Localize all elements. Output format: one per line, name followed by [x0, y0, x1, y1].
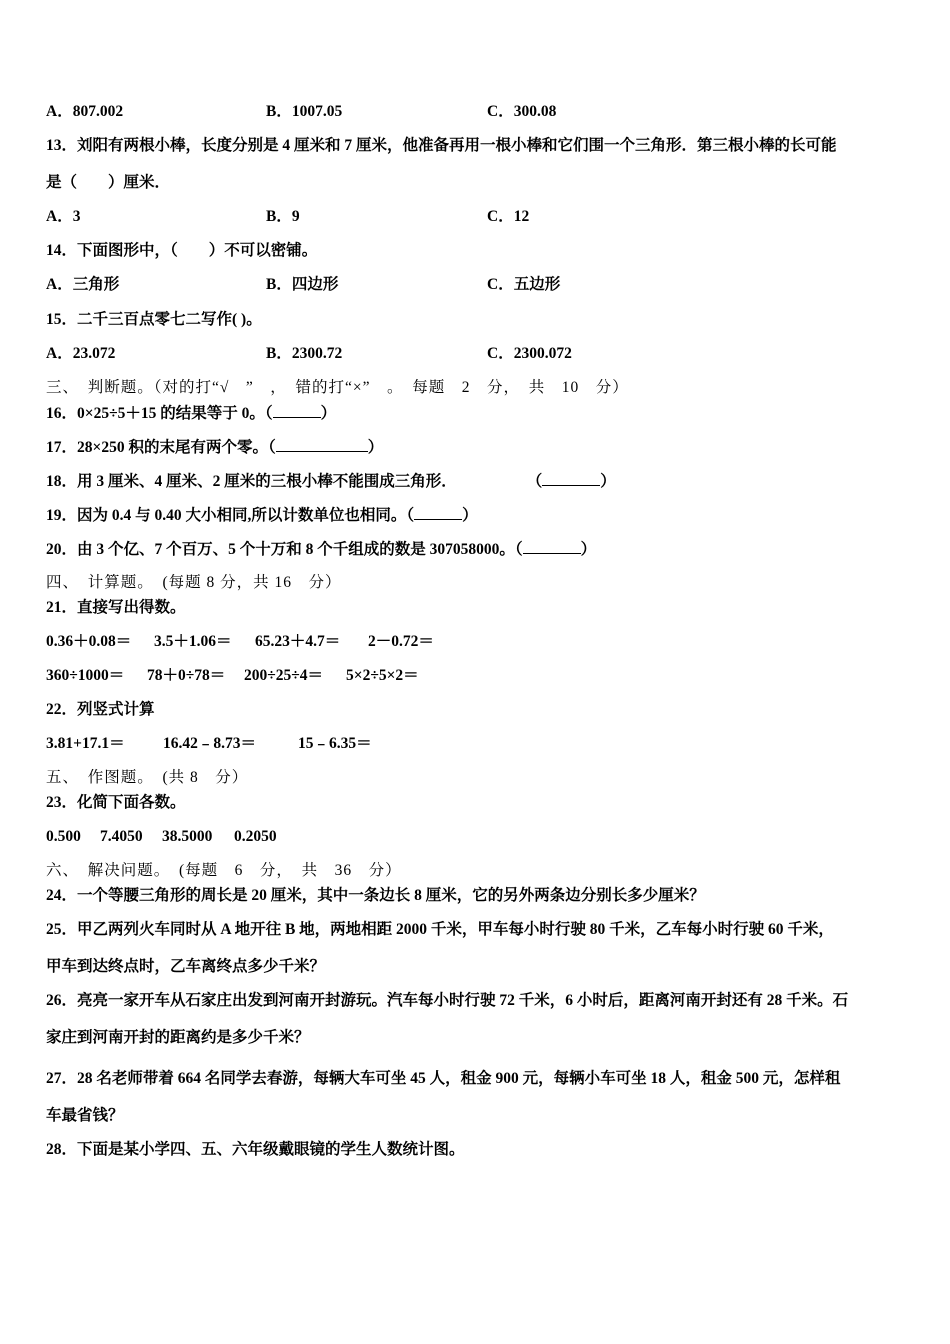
q17-answer-blank[interactable] — [276, 437, 368, 452]
q25-text-line1: 25．甲乙两列火车同时从 A 地开往 B 地，两地相距 2000 千米，甲车每小时行驶 80 千米，乙车每小时行驶 60 千米， — [46, 921, 834, 938]
q16-line — [46, 403, 336, 424]
q24-text: 24．一个等腰三角形的周长是 20 厘米，其中一条边长 8 厘米，它的另外两条边分别长多少厘米？ — [46, 887, 705, 904]
q21-item: 5×2÷5×2＝ — [346, 667, 419, 684]
q17-text: 17．28×250 积的末尾有两个零。（ — [46, 439, 276, 456]
q19-answer-blank[interactable] — [414, 505, 462, 520]
q19-text: 19．因为 0.4 与 0.40 大小相同,所以计数单位也相同。（ — [46, 507, 415, 524]
q15-option-c: C．2300.072 — [487, 345, 572, 362]
q26-text-line2: 家庄到河南开封的距离约是多少千米？ — [46, 1029, 310, 1046]
q15-option-a: A．23.072 — [46, 345, 116, 362]
q12-option-c: C．300.08 — [487, 103, 557, 120]
q22-item: 16.42﹣8.73＝ — [163, 735, 257, 752]
q15-option-b: B．2300.72 — [266, 345, 343, 362]
q21-item: 2－0.72＝ — [368, 633, 434, 650]
q21-item: 200÷25÷4＝ — [244, 667, 324, 684]
q22-item: 3.81+17.1＝ — [46, 735, 125, 752]
section-4-heading: 四、 计算题。 (每题 8 分，共 16 分） — [46, 574, 342, 591]
q18-text: 18．用 3 厘米、4 厘米、2 厘米的三根小棒不能围成三角形． — [46, 473, 457, 490]
q16-close-paren: ） — [320, 405, 337, 422]
q13-option-c: C．12 — [487, 208, 530, 225]
q14-option-c: C．五边形 — [487, 276, 561, 293]
q21-item: 360÷1000＝ — [46, 667, 125, 684]
q12-option-a: A．807.002 — [46, 103, 124, 120]
q18-open-paren: （ — [526, 473, 543, 490]
q20-line — [46, 539, 596, 560]
q13-option-b: B．9 — [266, 208, 300, 225]
q16-text: 16．0×25÷5＋15 的结果等于 0。（ — [46, 405, 273, 422]
q21-item: 0.36＋0.08＝ — [46, 633, 132, 650]
q18-line — [46, 471, 616, 492]
q14-option-b: B．四边形 — [266, 276, 339, 293]
q18-close-paren: ） — [600, 473, 616, 490]
q17-line — [46, 437, 383, 458]
q20-text: 20．由 3 个亿、7 个百万、5 个十万和 8 个千组成的数是 307058000。（ — [46, 541, 523, 558]
q18-answer-blank[interactable] — [542, 471, 600, 486]
q25-text-line2: 甲车到达终点时，乙车离终点多少千米？ — [46, 958, 326, 975]
q22-item: 15﹣6.35＝ — [298, 735, 372, 752]
q28-text: 28．下面是某小学四、五、六年级戴眼镜的学生人数统计图。 — [46, 1141, 465, 1158]
section-6-heading: 六、 解决问题。 (每题 6 分， 共 36 分） — [46, 862, 402, 879]
q22-text: 22．列竖式计算 — [46, 701, 155, 718]
q21-item: 65.23＋4.7＝ — [255, 633, 341, 650]
q14-option-a: A．三角形 — [46, 276, 120, 293]
q27-text-line1: 27．28 名老师带着 664 名同学去春游，每辆大车可坐 45 人，租金 900 元，每辆小车可坐 18 人，租金 500 元，怎样租 — [46, 1070, 841, 1087]
q26-text-line1: 26．亮亮一家开车从石家庄出发到河南开封游玩。汽车每小时行驶 72 千米，6 小时后，距离河南开封还有 28 千米。石 — [46, 992, 849, 1009]
q20-answer-blank[interactable] — [523, 539, 581, 554]
section-5-heading: 五、 作图题。 (共 8 分） — [46, 769, 249, 786]
section-3-heading: 三、 判断题。（对的打“√ ” ， 错的打“×” 。 每题 2 分， 共 10 分） — [46, 379, 629, 396]
q27-text-line2: 车最省钱？ — [46, 1107, 124, 1124]
q21-item: 3.5＋1.06＝ — [154, 633, 232, 650]
q20-close-paren: ） — [580, 541, 597, 558]
q21-text: 21．直接写出得数。 — [46, 599, 186, 616]
q14-text: 14．下面图形中，（ ）不可以密铺。 — [46, 242, 318, 259]
q23-item: 0.500 — [46, 828, 81, 845]
q15-text: 15．二千三百点零七二写作( )。 — [46, 311, 262, 328]
q16-answer-blank[interactable] — [273, 403, 321, 418]
q23-item: 38.5000 — [162, 828, 213, 845]
q17-close-paren: ） — [367, 439, 384, 456]
q23-text: 23．化简下面各数。 — [46, 794, 186, 811]
q23-item: 0.2050 — [234, 828, 277, 845]
q13-text-line2: 是（ ）厘米． — [46, 174, 171, 191]
q19-line — [46, 505, 478, 526]
q13-text-line1: 13．刘阳有两根小棒，长度分别是 4 厘米和 7 厘米，他准备再用一根小棒和它们围一个三角形．第三根小棒的长可能 — [46, 137, 837, 154]
q19-close-paren: ） — [462, 507, 478, 524]
q21-item: 78＋0÷78＝ — [147, 667, 226, 684]
q12-option-b: B．1007.05 — [266, 103, 343, 120]
q13-option-a: A．3 — [46, 208, 81, 225]
q23-item: 7.4050 — [100, 828, 143, 845]
